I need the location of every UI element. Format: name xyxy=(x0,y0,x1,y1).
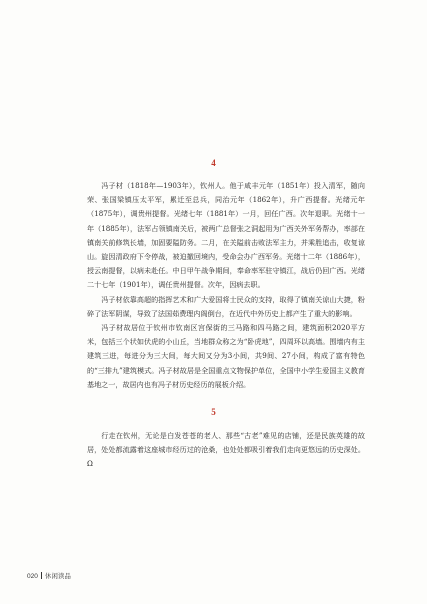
paragraph: 冯子材（1818年—1903年），钦州人。他于咸丰元年（1851年）投入清军，随向荣、张国梁镇压太平军，累迁至总兵，同治元年（1862年），升广西提督。光绪元年（1875年），调贵州提督。光绪七年（1881年）一月，回任广西。次年退职。光绪十一年（1885年），法军占领镇南关后，被两广总督张之洞起用为广西关外军务帮办，率部在镇南关前修筑长墙，加固要隘防务。二月，在关隘前击败法军主力，并乘胜追击，收复谅山。旋因清政府下令停战，被迫撤回境内，受命会办广西军务。光绪十二年（1886年），授云南提督，以病未赴任。中日甲午战争期间，奉命率军驻守镇江，战后仍回广西。光绪二十七年（1901年），调任贵州提督。次年，因病去职。 xyxy=(87,181,365,290)
section-4-body xyxy=(87,179,365,392)
paragraph: 行走在钦州，无论是白发苍苍的老人、那些“古老”难见的店铺，还是民族英雄的故居，处处都流露着这座城市经历过的沧桑，也处处都吸引着我们走向更悠远的历史深处。Ω xyxy=(87,431,365,469)
footer-divider xyxy=(41,572,42,579)
page-number: 020 xyxy=(27,573,38,580)
page-footer xyxy=(27,571,71,580)
paragraph: 冯子材故居位于钦州市钦南区宫保街的三马路和四马路之间，建筑面积2020平方米，包括三个状如伏虎的小山丘，当地群众称之为“卧虎地”，四周环以高墙。围墙内有主建筑三进，每进分为三大间，每大间又分为3小间，共9间、27小间，构成了富有特色的“三排九”建筑模式。冯子材故居是全国重点文物保护单位，全国中小学生爱国主义教育基地之一，故居内也有冯子材历史经历的展板介绍。 xyxy=(87,323,365,389)
section-number-4: 4 xyxy=(211,158,216,168)
paragraph: 冯子材依靠高超的指挥艺术和广大爱国将士民众的支持，取得了镇南关谅山大捷，粉碎了法军阴谋，导致了法国茹费理内阁倒台，在近代中外历史上都产生了重大的影响。 xyxy=(87,294,365,318)
section-5-body xyxy=(87,429,365,472)
column-name: 休闲读品 xyxy=(44,573,71,580)
section-number-5: 5 xyxy=(211,407,216,417)
